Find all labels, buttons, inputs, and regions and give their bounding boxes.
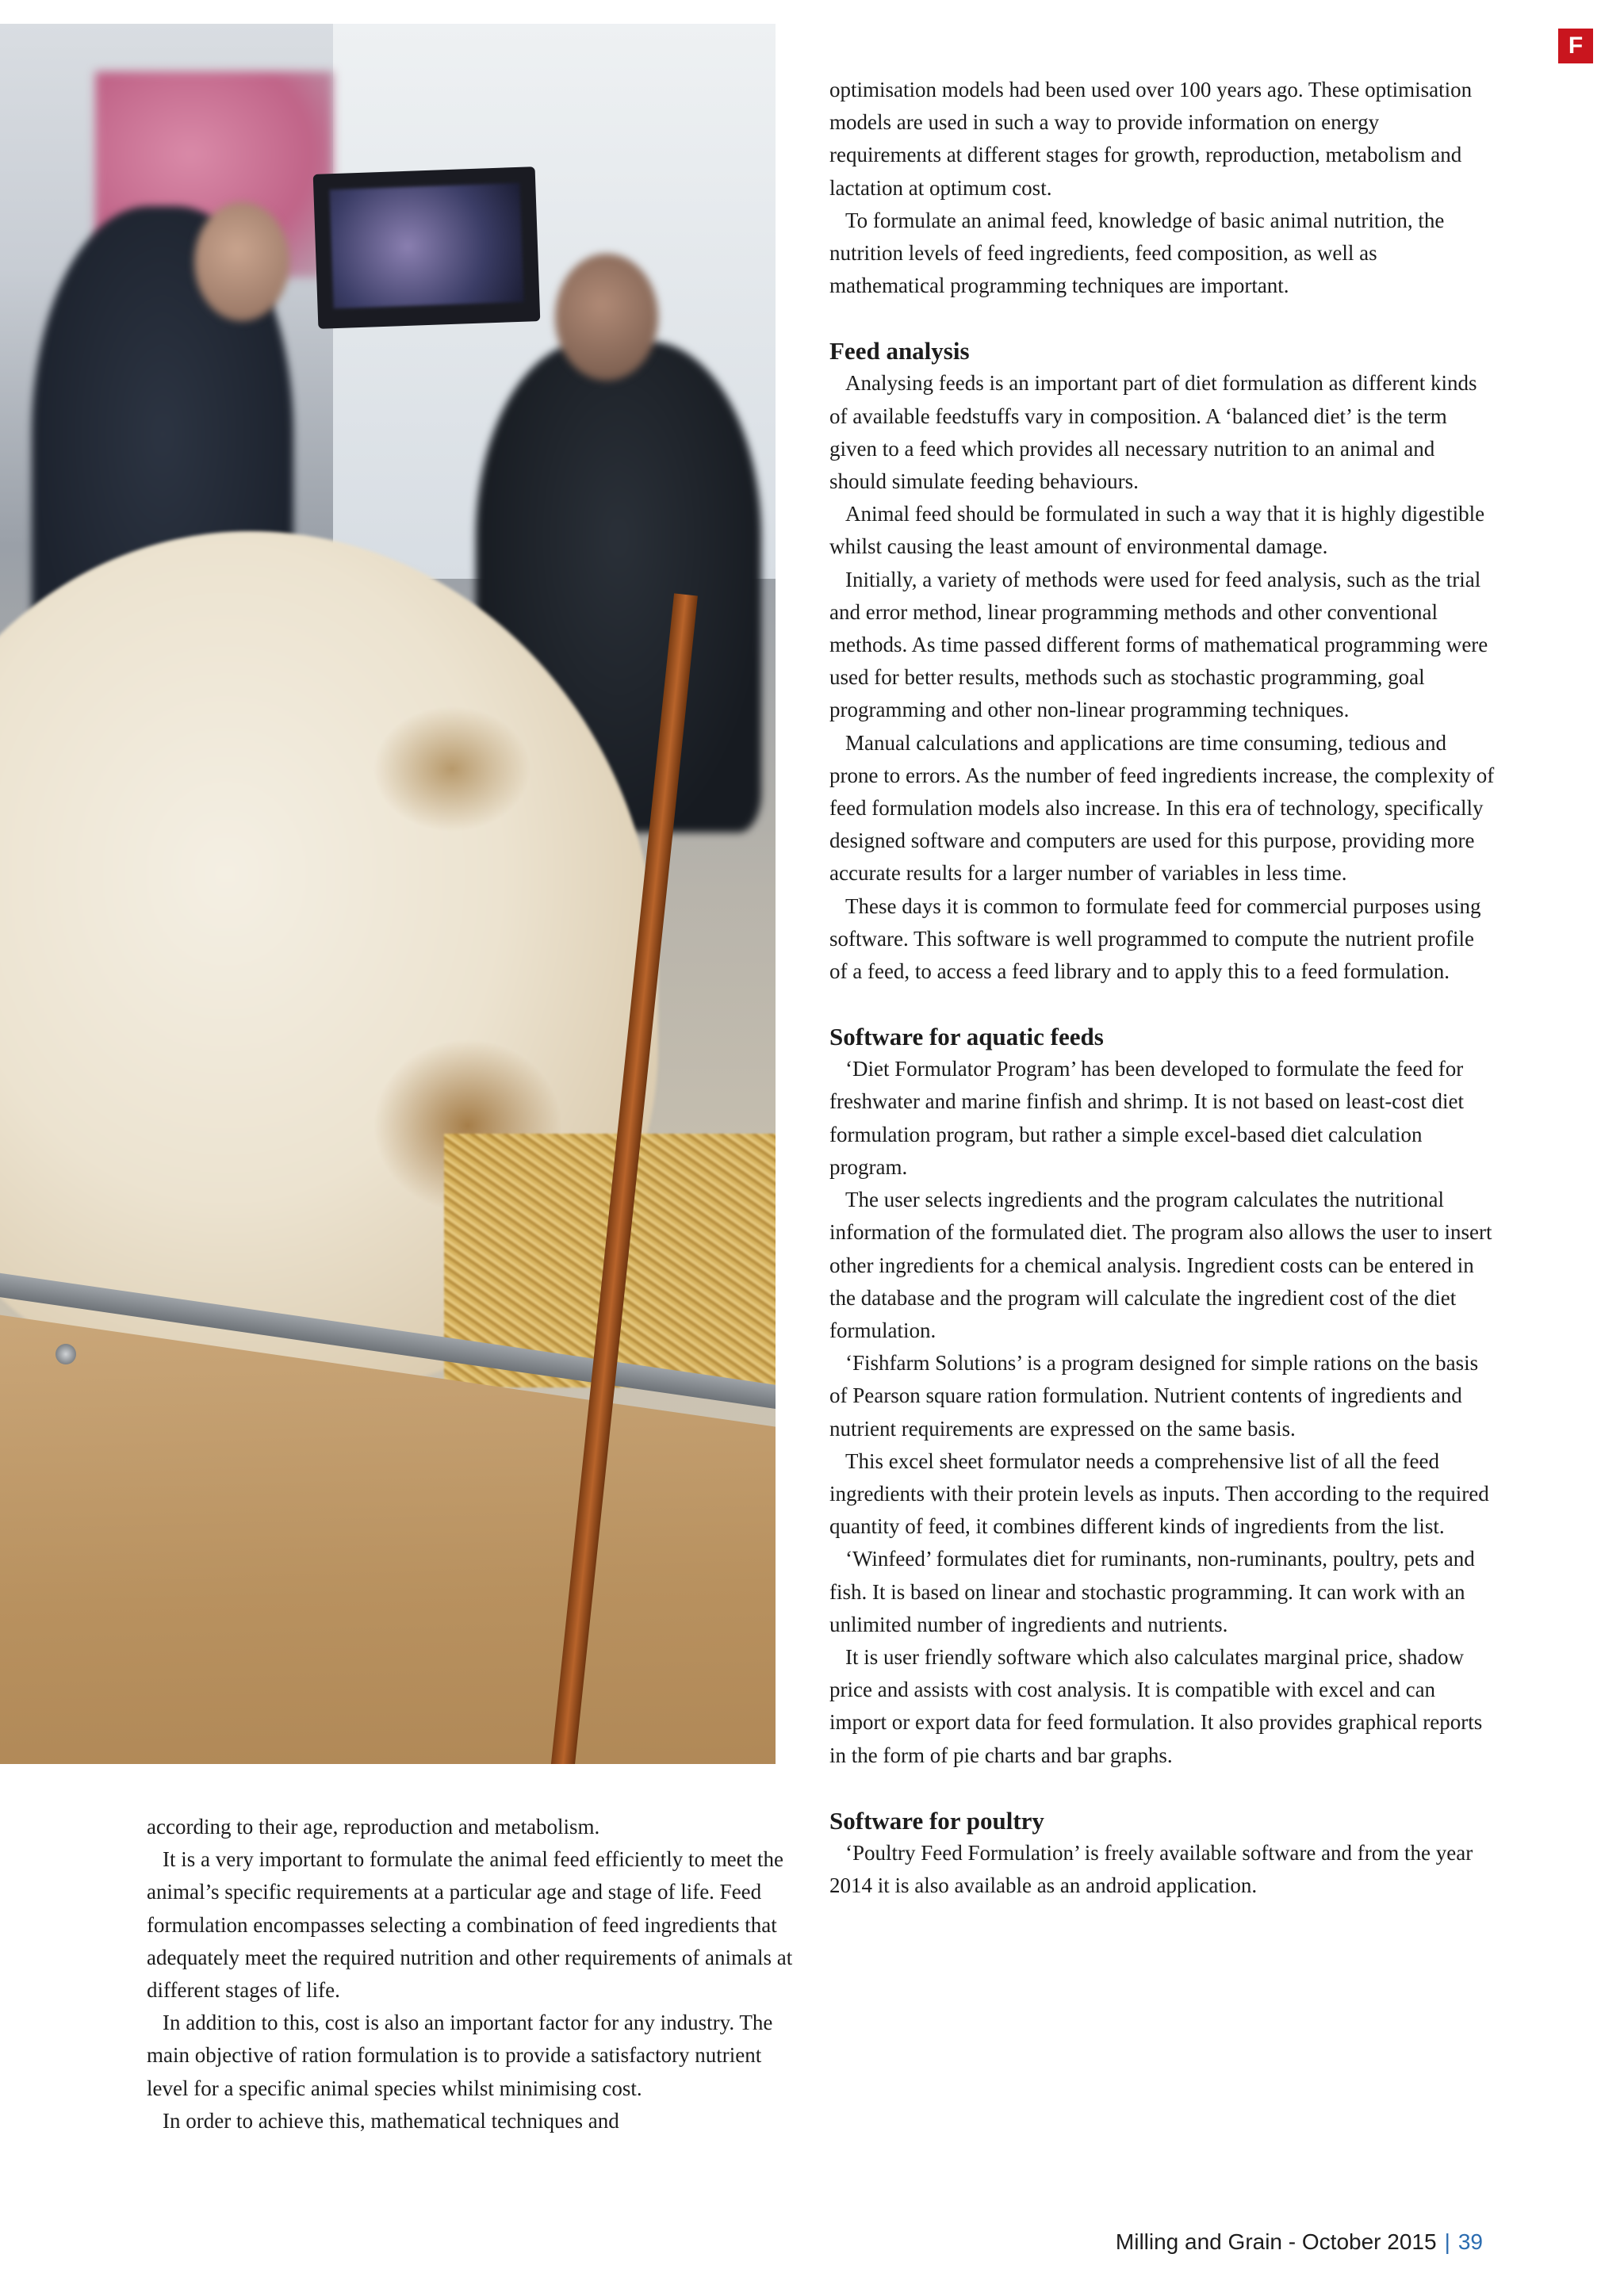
body-paragraph: This excel sheet formulator needs a comprehensive list of all the feed ingredients with their protein levels as inputs. Then according to the required quantity of feed, it combines different kinds of ingredients from the list. bbox=[829, 1448, 1489, 1539]
body-paragraph: To formulate an animal feed, knowledge of basic animal nutrition, the nutrition levels of feed ingredients, feed composition, as well as mathematical programming techniques are important. bbox=[829, 208, 1445, 298]
body-paragraph: In addition to this, cost is also an important factor for any industry. The main objective of ration formulation is to provide a satisfactory nutrient level for a specific animal species whilst minimising cost. bbox=[147, 2011, 773, 2100]
body-paragraph: ‘Diet Formulator Program’ has been developed to formulate the feed for freshwater and marine finfish and shrimp. It is not based on least-cost diet formulation program, but rather a simple excel-based diet calculation program. bbox=[829, 1057, 1465, 1179]
left-text-column bbox=[147, 1811, 805, 2137]
section-spacer bbox=[829, 302, 1496, 335]
photo-head-right bbox=[555, 254, 658, 381]
photo-screw bbox=[56, 1344, 76, 1364]
photo-head-left bbox=[194, 202, 289, 321]
section-badge: F bbox=[1558, 29, 1593, 63]
publication-name: Milling and Grain - October 2015 bbox=[1115, 2229, 1437, 2254]
body-paragraph: Analysing feeds is an important part of diet formulation as different kinds of available feedstuffs vary in composition. A ‘balanced diet’ is the term given to a feed which provides all necessary nutrition to an animal and should simulate feeding behaviours. bbox=[829, 371, 1477, 494]
body-paragraph: The user selects ingredients and the program calculates the nutritional information of the formulated diet. The program also allows the user to insert other ingredients for a chemical analysis. Ingredient costs can be entered in the database and the program will calculate the ingredient cost of the diet formulation. bbox=[829, 1188, 1492, 1342]
footer-separator: | bbox=[1444, 2229, 1450, 2254]
section-spacer bbox=[829, 1772, 1496, 1804]
body-paragraph: ‘Fishfarm Solutions’ is a program designed for simple rations on the basis of Pearson square ration formulation. Nutrient contents of ingredients and nutrient requirements are expressed on the same basis. bbox=[829, 1351, 1479, 1441]
section-heading: Feed analysis bbox=[829, 337, 970, 365]
body-paragraph: It is a very important to formulate the animal feed efficiently to meet the animal’s specific requirements at a particular age and stage of life. Feed formulation encompasses selecting a combination of feed ingredients that adequately meet the required nutrition and other requirements of animals at different stages of life. bbox=[147, 1847, 793, 2003]
section-heading: Software for poultry bbox=[829, 1806, 1044, 1835]
body-paragraph: These days it is common to formulate feed for commercial purposes using software. This software is well programmed to compute the nutrient profile of a feed, to access a feed library and to apply this to a feed formulation. bbox=[829, 894, 1481, 984]
body-paragraph: Animal feed should be formulated in such a way that it is highly digestible whilst causing the least amount of environmental damage. bbox=[829, 502, 1485, 559]
body-paragraph: ‘Winfeed’ formulates diet for ruminants, non-ruminants, poultry, pets and fish. It is based on linear and stochastic programming. It can work with an unlimited number of ingredients and nutrients. bbox=[829, 1547, 1475, 1636]
article-photo bbox=[0, 24, 776, 1764]
body-paragraph: Manual calculations and applications are time consuming, tedious and prone to errors. As the number of feed ingredients increase, the complexity of feed formulation models also increase. In this era of technology, specifically designed software and computers are used for this purpose, providing more accurate results for a larger number of variables in less time. bbox=[829, 730, 1495, 886]
body-paragraph: It is user friendly software which also calculates marginal price, shadow price and assists with cost analysis. It is compatible with excel and can import or export data for feed formulation. It also provides graphical reports in the form of pie charts and bar graphs. bbox=[829, 1644, 1483, 1767]
body-paragraph: optimisation models had been used over 100 years ago. These optimisation models are used in such a way to provide information on energy requirements at different stages for growth, reproduction, metabolism and lactation at optimum cost. bbox=[829, 78, 1473, 200]
photo-sheep-marking bbox=[373, 706, 531, 832]
body-paragraph: ‘Poultry Feed Formulation’ is freely available software and from the year 2014 it is also available as an android application. bbox=[829, 1840, 1473, 1897]
page-number: 39 bbox=[1457, 2229, 1483, 2254]
body-paragraph: Initially, a variety of methods were used for feed analysis, such as the trial and error method, linear programming methods and other conventional methods. As time passed different forms of mathematical programming were used for better results, methods such as stochastic programming, goal programming and other non-linear programming techniques. bbox=[829, 567, 1488, 722]
section-heading: Software for aquatic feeds bbox=[829, 1023, 1104, 1051]
photo-tv-display bbox=[329, 183, 523, 308]
right-text-column bbox=[829, 74, 1496, 1902]
section-spacer bbox=[829, 988, 1496, 1020]
page-footer bbox=[1116, 2229, 1483, 2255]
body-paragraph: according to their age, reproduction and metabolism. bbox=[147, 1815, 600, 1839]
body-paragraph: In order to achieve this, mathematical techniques and bbox=[163, 2108, 619, 2133]
